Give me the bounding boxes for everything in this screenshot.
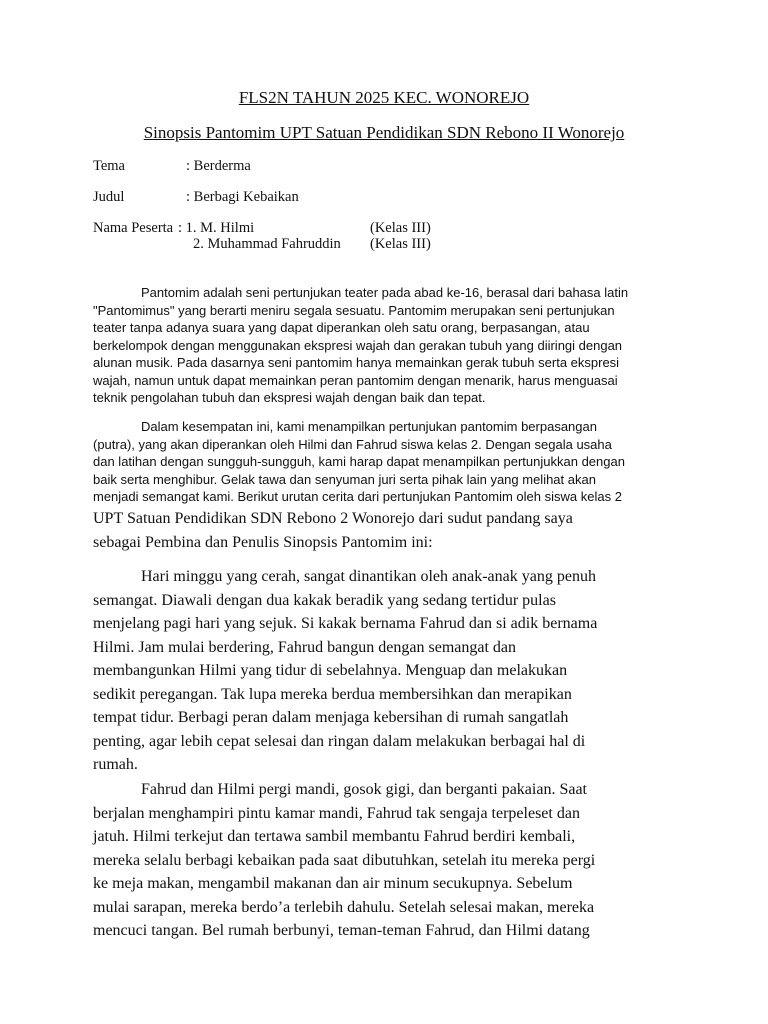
- text-line: jatuh. Hilmi terkejut dan tertawa sambil membantu Fahrud berdiri kembali,: [93, 828, 576, 845]
- text-line: dan latihan dengan sungguh-sungguh, kami harap dapat menampilkan pertunjukkan dengan: [93, 454, 625, 469]
- text-line: ke meja makan, mengambil makanan dan air minum secukupnya. Sebelum: [93, 875, 573, 892]
- text-line: menjelang pagi hari yang sejuk. Si kakak bernama Fahrud dan si adik bernama: [93, 615, 598, 632]
- text-line: penting, agar lebih cepat selesai dan ringan dalam melakukan berbagai hal di: [93, 732, 586, 750]
- text-line: mencuci tangan. Bel rumah berbunyi, teman-teman Fahrud, dan Hilmi datang: [93, 922, 590, 939]
- paragraph-hari-minggu: [93, 565, 683, 777]
- text-line: teknik pengolahan tubuh dan ekspresi wajah dengan baik dan tepat.: [93, 390, 486, 405]
- text-line: Dalam kesempatan ini, kami menampilkan pertunjukan pantomim berpasangan: [141, 419, 597, 434]
- paragraph-kesempatan-continued: [93, 507, 683, 554]
- text-line: Pantomim adalah seni pertunjukan teater pada abad ke-16, berasal dari bahasa latin: [141, 285, 629, 300]
- text-line: teater tanpa adanya suara yang dapat diperankan oleh satu orang, berpasangan, atau: [93, 320, 590, 335]
- text-line: semangat. Diawali dengan dua kakak beradik yang sedang tertidur pulas: [93, 591, 556, 609]
- text-line: Hilmi. Jam mulai berdering, Fahrud bangun dengan semangat dan: [93, 638, 517, 656]
- text-line: wajah, namun untuk dapat memainkan peran pantomim dengan menarik, harus menguasai: [93, 372, 618, 388]
- paragraph-kesempatan: [93, 418, 683, 506]
- meta-peserta-2-kelas: (Kelas III): [370, 236, 431, 252]
- document-title: FLS2N TAHUN 2025 KEC. WONOREJO: [238, 88, 530, 107]
- meta-peserta-2: 2. Muhammad Fahruddin: [193, 236, 341, 252]
- text-line: baik serta menghibur. Gelak tawa dan senyuman juri serta pihak lain yang melihat akan: [93, 471, 596, 487]
- text-line: berjalan menghampiri pintu kamar mandi, Fahrud tak sengaja terpeleset dan: [93, 804, 580, 822]
- text-line: rumah.: [93, 756, 138, 773]
- paragraph-intro: [93, 284, 683, 407]
- text-line: membangunkan Hilmi yang tidur di sebelahnya. Menguap dan melakukan: [93, 662, 568, 679]
- text-line: alunan musik. Pada dasarnya seni pantomim hanya memainkan gerak tubuh serta ekspresi: [93, 355, 620, 370]
- text-line: sebagai Pembina dan Penulis Sinopsis Pantomim ini:: [93, 533, 433, 551]
- document-subtitle: Sinopsis Pantomim UPT Satuan Pendidikan SDN Rebono II Wonorejo: [143, 123, 625, 142]
- text-line: Fahrud dan Hilmi pergi mandi, gosok gigi, dan berganti pakaian. Saat: [141, 781, 587, 798]
- text-line: berkelompok dengan menggunakan ekspresi wajah dan gerakan tubuh yang diiringi dengan: [93, 337, 623, 353]
- meta-tema-label: Tema: [93, 158, 125, 174]
- text-line: sedikit peregangan. Tak lupa mereka berdua membersihkan dan merapikan: [93, 685, 572, 703]
- text-line: mulai sarapan, mereka berdo’a terlebih dahulu. Setelah selesai makan, mereka: [93, 898, 595, 916]
- text-line: tempat tidur. Berbagi peran dalam menjaga kebersihan di rumah sangatlah: [93, 709, 569, 726]
- text-line: menjadi semangat kami. Berikut urutan cerita dari pertunjukan Pantomim oleh siswa kelas 2: [93, 489, 622, 504]
- meta-peserta-label: Nama Peserta: [93, 220, 174, 236]
- meta-tema-value: : Berderma: [186, 158, 251, 174]
- text-line: mereka selalu berbagi kebaikan pada saat dibutuhkan, setelah itu mereka pergi: [93, 851, 596, 869]
- text-line: UPT Satuan Pendidikan SDN Rebono 2 Wonorejo dari sudut pandang saya: [93, 510, 573, 527]
- meta-judul-value: : Berbagi Kebaikan: [186, 189, 299, 205]
- text-line: "Pantomimus" yang berarti meniru segala sesuatu. Pantomim merupakan seni pertunjukan: [93, 302, 615, 318]
- meta-peserta-1-kelas: (Kelas III): [370, 220, 431, 236]
- text-line: Hari minggu yang cerah, sangat dinantikan oleh anak-anak yang penuh: [141, 568, 596, 585]
- meta-judul-label: Judul: [93, 189, 125, 205]
- meta-peserta-1: : 1. M. Hilmi: [178, 220, 255, 236]
- paragraph-mandi: [93, 778, 683, 943]
- text-line: (putra), yang akan diperankan oleh Hilmi dan Fahrud siswa kelas 2. Dengan segala usaha: [93, 436, 612, 452]
